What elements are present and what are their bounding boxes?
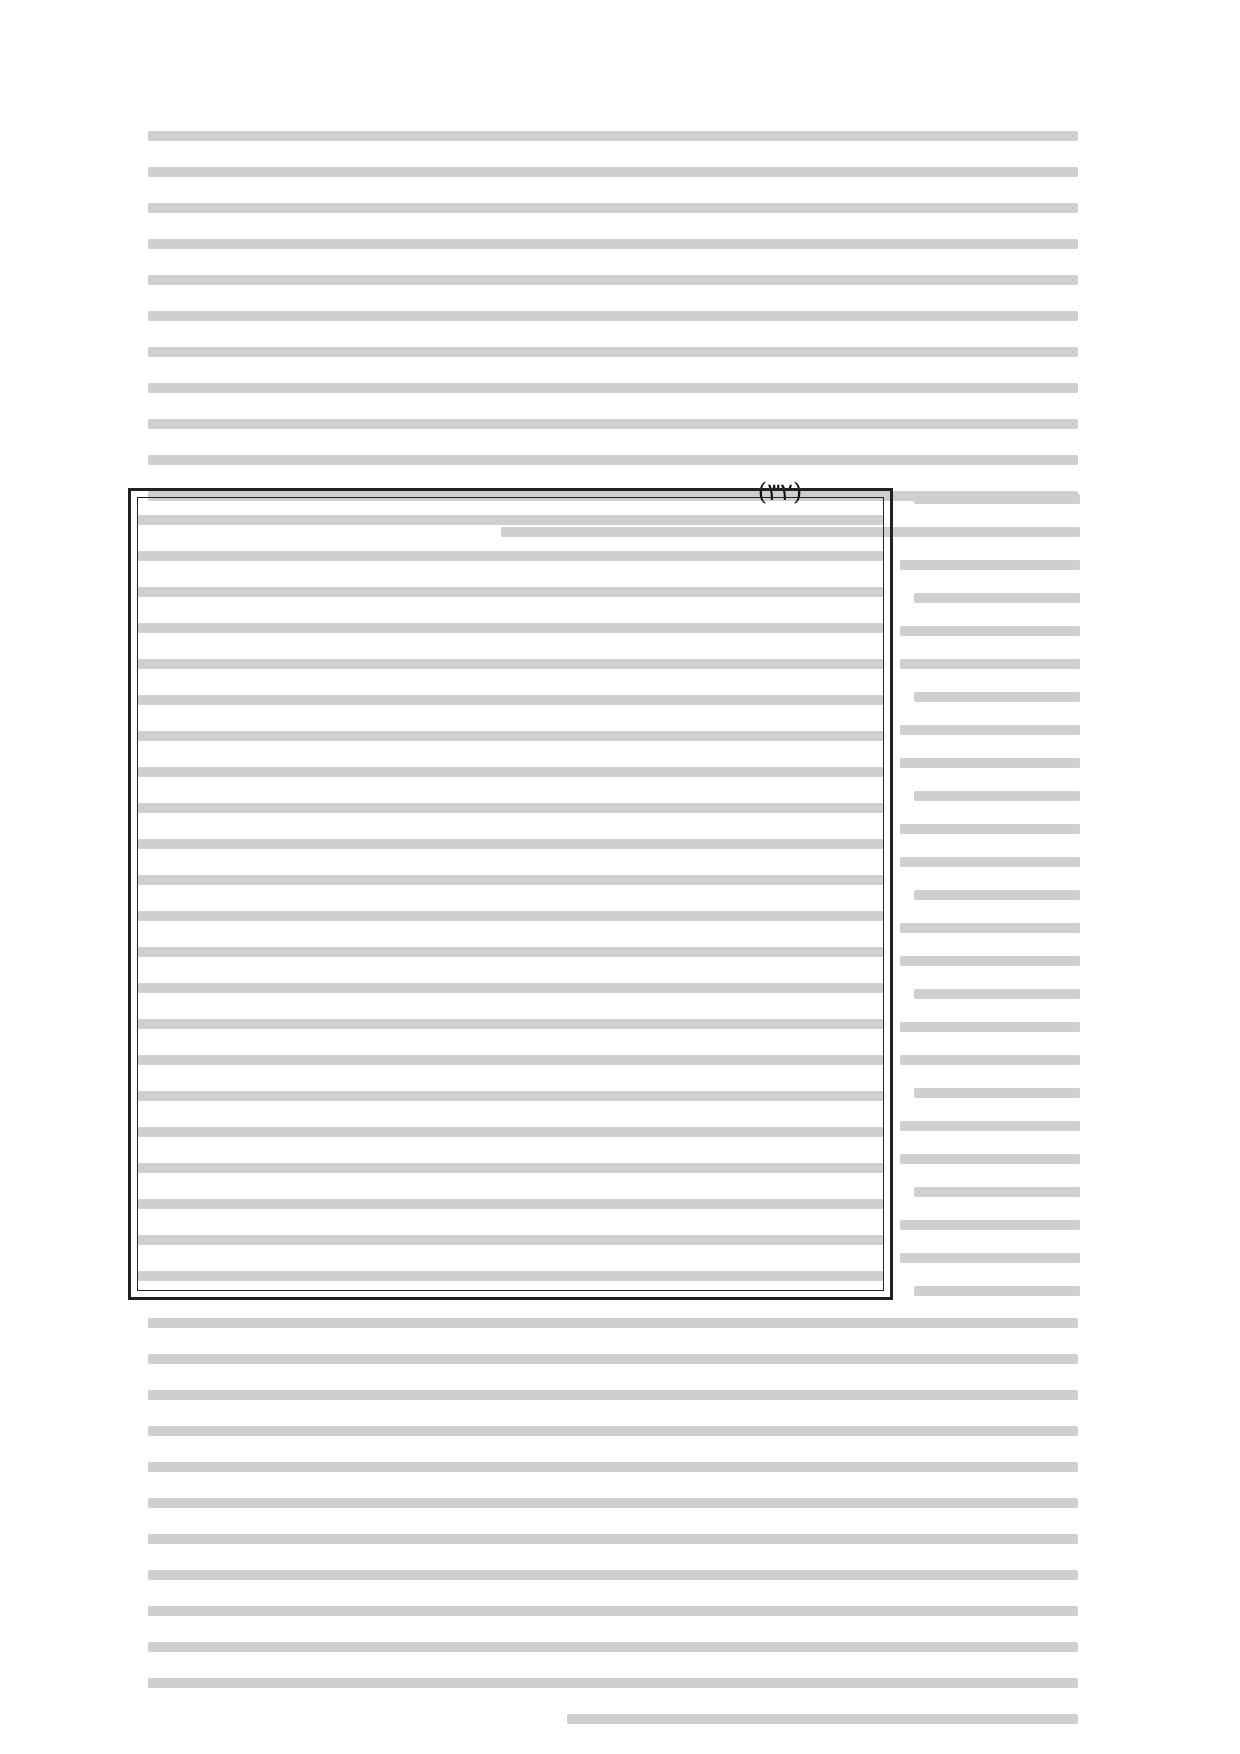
text-line-placeholder — [914, 1187, 1080, 1197]
text-line — [148, 262, 1078, 298]
text-line — [148, 1341, 1078, 1377]
text-line-placeholder — [138, 551, 883, 561]
text-line — [138, 934, 883, 970]
text-line-placeholder — [148, 1642, 1078, 1652]
text-line — [138, 682, 883, 718]
text-line-placeholder — [138, 659, 883, 669]
text-line-placeholder — [148, 1570, 1078, 1580]
text-line — [138, 1042, 883, 1078]
text-line — [900, 746, 1080, 779]
text-line — [900, 614, 1080, 647]
text-line-placeholder — [138, 1163, 883, 1173]
text-line-placeholder — [138, 1091, 883, 1101]
text-line-placeholder — [148, 383, 1078, 393]
text-line — [900, 1109, 1080, 1142]
text-line — [900, 878, 1080, 911]
text-line — [138, 1186, 883, 1222]
text-line — [138, 970, 883, 1006]
text-line-placeholder — [900, 956, 1080, 966]
text-line — [900, 680, 1080, 713]
text-line — [900, 944, 1080, 977]
text-line — [900, 1010, 1080, 1043]
text-line-placeholder — [148, 275, 1078, 285]
text-line-placeholder — [138, 1055, 883, 1065]
text-line-placeholder — [138, 1019, 883, 1029]
text-line — [138, 574, 883, 610]
text-line — [900, 581, 1080, 614]
text-line-placeholder — [148, 1426, 1078, 1436]
text-line-placeholder — [900, 725, 1080, 735]
text-line — [900, 911, 1080, 944]
text-line-placeholder — [914, 692, 1080, 702]
text-line — [148, 1665, 1078, 1701]
text-line-placeholder — [900, 1022, 1080, 1032]
text-line — [138, 862, 883, 898]
page-number: (٣٢) — [757, 478, 803, 506]
text-line — [148, 298, 1078, 334]
text-line — [138, 1114, 883, 1150]
text-line-placeholder — [148, 1354, 1078, 1364]
text-line — [900, 1175, 1080, 1208]
text-line-placeholder — [914, 1088, 1080, 1098]
text-line — [138, 718, 883, 754]
text-line — [138, 790, 883, 826]
text-line-placeholder — [900, 824, 1080, 834]
text-line-placeholder — [148, 239, 1078, 249]
text-line — [900, 1241, 1080, 1274]
text-line — [148, 370, 1078, 406]
text-line-placeholder — [900, 1055, 1080, 1065]
text-line — [148, 1377, 1078, 1413]
text-line — [148, 1521, 1078, 1557]
text-line — [148, 406, 1078, 442]
text-line — [148, 154, 1078, 190]
text-line — [148, 1701, 1078, 1737]
text-line — [148, 1593, 1078, 1629]
text-line — [900, 1208, 1080, 1241]
text-line-placeholder — [148, 1318, 1078, 1328]
text-line — [138, 898, 883, 934]
text-line-placeholder — [138, 803, 883, 813]
text-line-placeholder — [138, 1199, 883, 1209]
text-line-placeholder — [914, 791, 1080, 801]
text-line-placeholder — [914, 989, 1080, 999]
text-line-placeholder — [148, 455, 1078, 465]
text-line — [900, 515, 1080, 548]
text-line — [900, 713, 1080, 746]
text-line-placeholder — [148, 1390, 1078, 1400]
text-line — [900, 1274, 1080, 1307]
text-line — [138, 1150, 883, 1186]
text-line — [148, 1629, 1078, 1665]
text-line-placeholder — [148, 167, 1078, 177]
text-line-placeholder — [900, 1154, 1080, 1164]
text-line — [148, 190, 1078, 226]
text-line-placeholder — [914, 494, 1080, 504]
text-line-placeholder — [900, 857, 1080, 867]
text-line — [138, 1222, 883, 1258]
text-line — [148, 1557, 1078, 1593]
text-line — [148, 1413, 1078, 1449]
text-line-placeholder — [567, 1714, 1079, 1724]
text-line-placeholder — [148, 419, 1078, 429]
text-line-placeholder — [138, 983, 883, 993]
text-line-placeholder — [138, 767, 883, 777]
text-line-placeholder — [138, 695, 883, 705]
text-line-placeholder — [148, 203, 1078, 213]
text-line — [138, 1258, 883, 1294]
text-line-placeholder — [148, 1678, 1078, 1688]
text-line-placeholder — [900, 923, 1080, 933]
text-line — [148, 1485, 1078, 1521]
text-line-placeholder — [138, 1235, 883, 1245]
text-line — [900, 1142, 1080, 1175]
framed-text-block — [138, 502, 883, 1294]
text-line-placeholder — [148, 1606, 1078, 1616]
text-line — [138, 502, 883, 538]
text-line — [148, 226, 1078, 262]
text-line-placeholder — [138, 1271, 883, 1281]
text-line — [900, 1043, 1080, 1076]
text-line — [148, 334, 1078, 370]
margin-text-block — [900, 482, 1080, 1307]
text-line — [148, 118, 1078, 154]
text-line-placeholder — [138, 731, 883, 741]
text-line-placeholder — [148, 311, 1078, 321]
text-line — [138, 538, 883, 574]
text-line-placeholder — [914, 593, 1080, 603]
text-line-placeholder — [900, 527, 1080, 537]
text-line-placeholder — [148, 1534, 1078, 1544]
text-line-placeholder — [138, 947, 883, 957]
bottom-text-block — [148, 1305, 1078, 1737]
text-line-placeholder — [138, 875, 883, 885]
text-line — [138, 646, 883, 682]
text-line — [900, 482, 1080, 515]
text-line — [900, 845, 1080, 878]
text-line — [900, 647, 1080, 680]
text-line — [900, 977, 1080, 1010]
text-line — [148, 1305, 1078, 1341]
text-line — [900, 1076, 1080, 1109]
text-line — [900, 779, 1080, 812]
text-line-placeholder — [138, 623, 883, 633]
text-line-placeholder — [914, 1286, 1080, 1296]
text-line-placeholder — [138, 1127, 883, 1137]
text-line-placeholder — [900, 1220, 1080, 1230]
text-line — [138, 610, 883, 646]
text-line-placeholder — [900, 659, 1080, 669]
text-line-placeholder — [900, 626, 1080, 636]
text-line-placeholder — [148, 347, 1078, 357]
text-line-placeholder — [148, 1462, 1078, 1472]
text-line — [138, 754, 883, 790]
text-line-placeholder — [900, 560, 1080, 570]
text-line — [900, 812, 1080, 845]
text-line — [138, 1006, 883, 1042]
text-line — [900, 548, 1080, 581]
text-line-placeholder — [138, 587, 883, 597]
text-line-placeholder — [900, 1121, 1080, 1131]
text-line-placeholder — [148, 131, 1078, 141]
text-line-placeholder — [138, 911, 883, 921]
text-line — [148, 442, 1078, 478]
text-line-placeholder — [138, 515, 883, 525]
text-line — [138, 1078, 883, 1114]
text-line — [148, 1449, 1078, 1485]
text-line — [138, 826, 883, 862]
text-line-placeholder — [900, 758, 1080, 768]
text-line-placeholder — [900, 1253, 1080, 1263]
text-line-placeholder — [138, 839, 883, 849]
text-line-placeholder — [148, 1498, 1078, 1508]
text-line-placeholder — [914, 890, 1080, 900]
